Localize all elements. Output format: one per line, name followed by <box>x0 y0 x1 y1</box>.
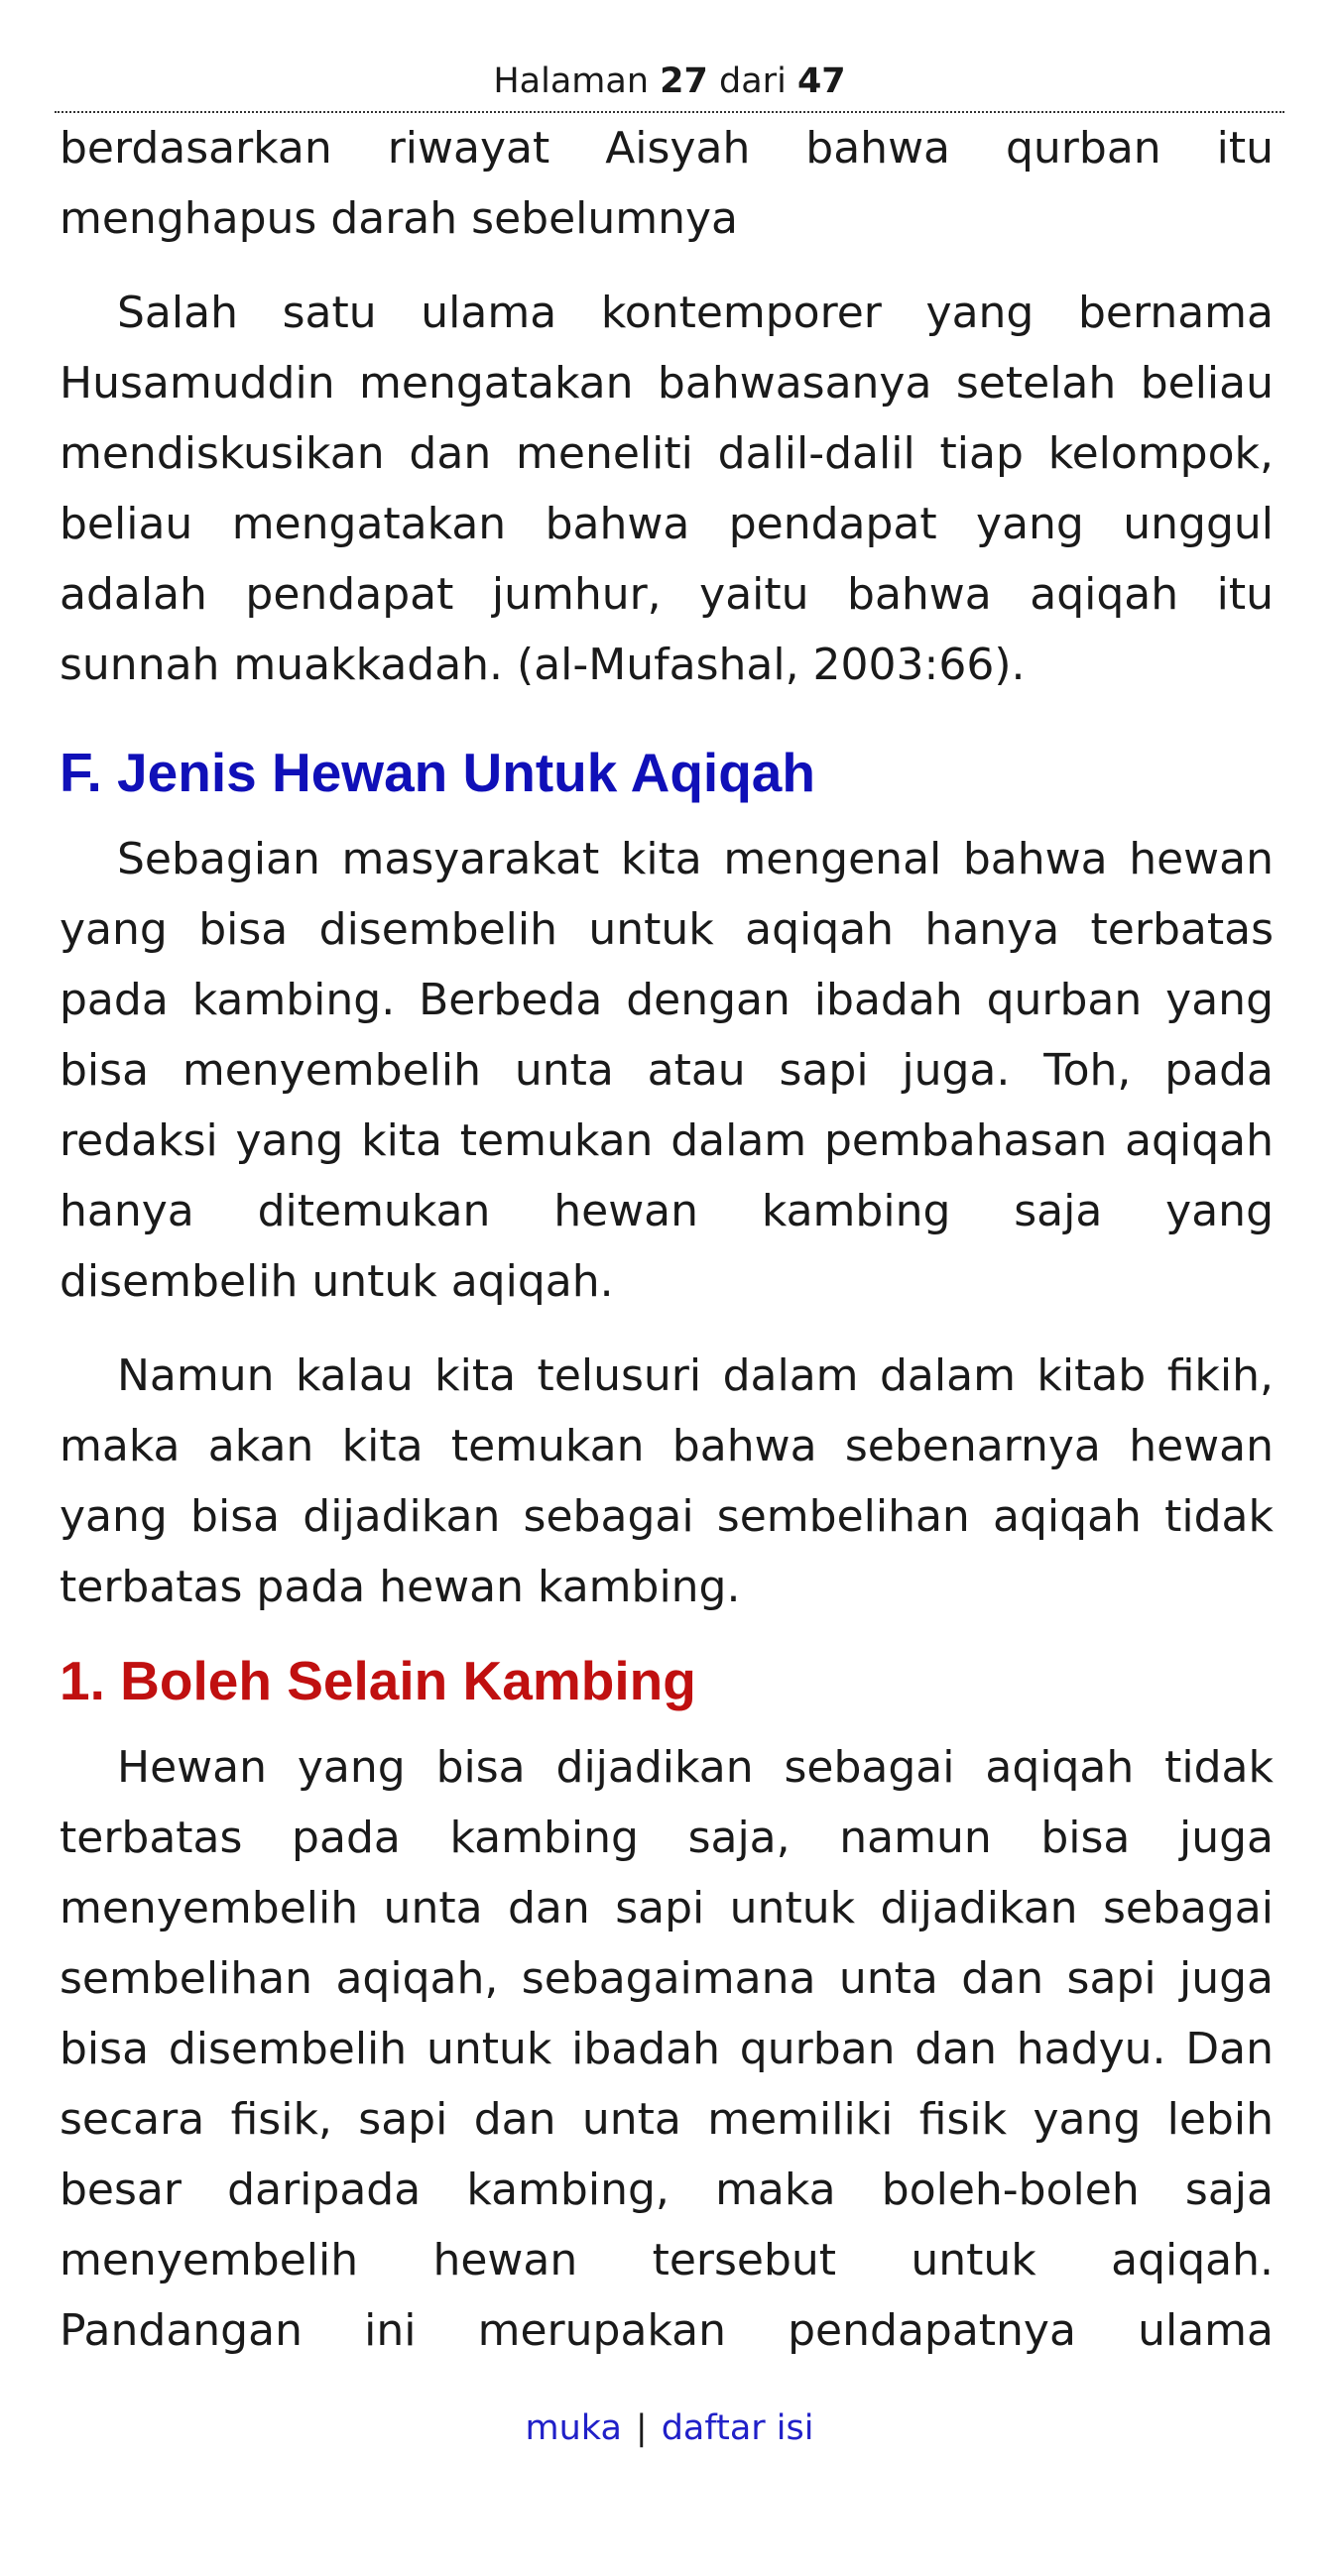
subsection-heading: 1. Boleh Selain Kambing <box>60 1650 696 1711</box>
paragraph-section-intro: Sebagian masyarakat kita mengenal bahwa hewan yang bisa disembelih untuk aqiqah hanya terbatas pada kambing. Berbeda dengan ibadah qurban yang bisa menyembelih unta atau sapi juga. Toh, pada redaksi yang kita temukan dalam pembahasan aqiqah hanya ditemukan hewan kambing saja yang disembelih untuk aqiqah. <box>60 834 1274 1307</box>
paragraph-husamuddin: Salah satu ulama kontemporer yang bernama Husamuddin mengatakan bahwasanya setelah beliau mendiskusikan dan meneliti dalil-dalil tiap kelompok, beliau mengatakan bahwa pendapat yang unggul adalah pendapat jumhur, yaitu bahwa aqiqah itu sunnah muakkadah. (al-Mufashal, 2003:66). <box>60 288 1274 690</box>
page-content <box>60 113 1274 2366</box>
page-indicator-middle: dari <box>719 61 787 101</box>
paragraph-continuation: berdasarkan riwayat Aisyah bahwa qurban itu menghapus darah sebelumnya <box>60 123 1274 244</box>
footer-separator: | <box>635 2408 648 2448</box>
front-page-link[interactable]: muka <box>525 2408 622 2448</box>
current-page-number: 27 <box>660 61 708 101</box>
table-of-contents-link[interactable]: daftar isi <box>661 2408 814 2448</box>
total-pages-number: 47 <box>796 61 846 101</box>
page-indicator <box>55 58 1284 105</box>
footer-navigation <box>55 2404 1284 2452</box>
section-heading: F. Jenis Hewan Untuk Aqiqah <box>60 742 815 803</box>
page-indicator-prefix: Halaman <box>493 61 650 101</box>
paragraph-subsection: Hewan yang bisa dijadikan sebagai aqiqah tidak terbatas pada kambing saja, namun bisa juga menyembelih unta dan sapi untuk dijadikan sebagai sembelihan aqiqah, sebagaimana unta dan sapi juga bisa disembelih untuk ibadah qurban dan hadyu. Dan secara fisik, sapi dan unta memiliki fisik yang lebih besar daripada kambing, maka boleh-boleh saja menyembelih hewan tersebut untuk aqiqah. Pandangan ini merupakan pendapatnya ulama <box>60 1742 1274 2356</box>
paragraph-section-fikih: Namun kalau kita telusuri dalam dalam kitab fikih, maka akan kita temukan bahwa sebenarnya hewan yang bisa dijadikan sebagai sembelihan aqiqah tidak terbatas pada hewan kambing. <box>60 1350 1274 1612</box>
